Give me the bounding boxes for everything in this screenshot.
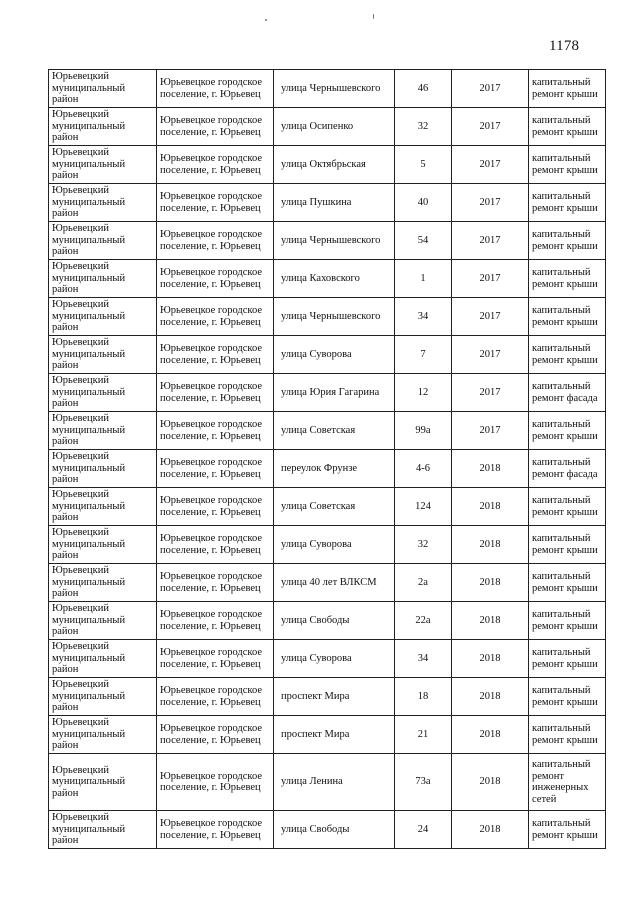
street-cell [274,298,395,336]
house-number-cell: 40 [395,184,452,222]
street-cell [274,716,395,754]
year-cell: 2018 [452,716,529,754]
year-cell: 2018 [452,488,529,526]
house-number-cell: 34 [395,640,452,678]
year-cell: 2017 [452,260,529,298]
street-cell [274,260,395,298]
street-cell [274,602,395,640]
repair-schedule-table [48,69,606,849]
district-cell: Юрьевецкий муниципальный район [49,374,157,412]
scan-speck-right [373,14,374,19]
table-row [49,412,606,450]
page-number: 1178 [549,38,580,54]
district-cell: Юрьевецкий муниципальный район [49,70,157,108]
year-cell: 2018 [452,678,529,716]
work-type-cell: капитальный ремонт фасада [529,374,606,412]
street-text: улица Чернышевского [281,234,381,246]
settlement-cell: Юрьевецкое городское поселение, г. Юрьевец [157,146,274,184]
district-cell: Юрьевецкий муниципальный район [49,260,157,298]
work-type-cell: капитальный ремонт крыши [529,70,606,108]
house-number-cell: 124 [395,488,452,526]
street-text: улица Свободы [281,823,350,835]
table-body [49,70,606,849]
table-row [49,222,606,260]
settlement-cell: Юрьевецкое городское поселение, г. Юрьевец [157,374,274,412]
house-number-cell: 7 [395,336,452,374]
table-row [49,298,606,336]
settlement-cell: Юрьевецкое городское поселение, г. Юрьевец [157,716,274,754]
street-text: улица Суворова [281,652,352,664]
district-cell: Юрьевецкий муниципальный район [49,640,157,678]
table-row [49,146,606,184]
house-number-cell: 5 [395,146,452,184]
street-cell [274,146,395,184]
year-cell: 2017 [452,184,529,222]
street-text: проспект Мира [281,728,350,740]
table-row [49,678,606,716]
year-cell: 2017 [452,222,529,260]
street-cell [274,108,395,146]
settlement-cell: Юрьевецкое городское поселение, г. Юрьевец [157,526,274,564]
year-cell: 2018 [452,602,529,640]
house-number-cell: 2а [395,564,452,602]
street-cell [274,678,395,716]
street-cell [274,374,395,412]
district-cell: Юрьевецкий муниципальный район [49,450,157,488]
work-type-cell: капитальный ремонт крыши [529,260,606,298]
street-text: улица Юрия Гагарина [281,386,380,398]
year-cell: 2017 [452,70,529,108]
street-text: улица Каховского [281,272,360,284]
district-cell: Юрьевецкий муниципальный район [49,412,157,450]
street-text: улица Суворова [281,538,352,550]
street-cell [274,412,395,450]
work-type-cell: капитальный ремонт крыши [529,678,606,716]
settlement-cell: Юрьевецкое городское поселение, г. Юрьевец [157,184,274,222]
year-cell: 2017 [452,146,529,184]
table-row [49,70,606,108]
scan-speck-left [265,19,267,21]
district-cell: Юрьевецкий муниципальный район [49,146,157,184]
work-type-cell: капитальный ремонт инженерных сетей [529,754,606,811]
table-row [49,640,606,678]
street-text: улица Советская [281,424,356,436]
house-number-cell: 54 [395,222,452,260]
work-type-cell: капитальный ремонт крыши [529,564,606,602]
street-text: улица Осипенко [281,120,354,132]
district-cell: Юрьевецкий муниципальный район [49,108,157,146]
settlement-cell: Юрьевецкое городское поселение, г. Юрьевец [157,108,274,146]
year-cell: 2018 [452,526,529,564]
district-cell: Юрьевецкий муниципальный район [49,488,157,526]
district-cell: Юрьевецкий муниципальный район [49,222,157,260]
district-cell: Юрьевецкий муниципальный район [49,811,157,849]
year-cell: 2018 [452,450,529,488]
settlement-cell: Юрьевецкое городское поселение, г. Юрьевец [157,678,274,716]
work-type-cell: капитальный ремонт крыши [529,716,606,754]
work-type-cell: капитальный ремонт крыши [529,108,606,146]
work-type-cell: капитальный ремонт крыши [529,526,606,564]
work-type-cell: капитальный ремонт крыши [529,184,606,222]
district-cell: Юрьевецкий муниципальный район [49,564,157,602]
street-cell [274,754,395,811]
street-text: улица Чернышевского [281,82,381,94]
settlement-cell: Юрьевецкое городское поселение, г. Юрьевец [157,450,274,488]
settlement-cell: Юрьевецкое городское поселение, г. Юрьевец [157,298,274,336]
street-text: улица Советская [281,500,356,512]
street-cell [274,488,395,526]
work-type-cell: капитальный ремонт крыши [529,222,606,260]
district-cell: Юрьевецкий муниципальный район [49,526,157,564]
settlement-cell: Юрьевецкое городское поселение, г. Юрьевец [157,260,274,298]
house-number-cell: 24 [395,811,452,849]
house-number-cell: 21 [395,716,452,754]
street-text: переулок Фрунзе [281,462,358,474]
work-type-cell: капитальный ремонт крыши [529,811,606,849]
district-cell: Юрьевецкий муниципальный район [49,602,157,640]
settlement-cell: Юрьевецкое городское поселение, г. Юрьевец [157,640,274,678]
table-row [49,260,606,298]
work-type-cell: капитальный ремонт фасада [529,450,606,488]
table-row [49,450,606,488]
district-cell: Юрьевецкий муниципальный район [49,678,157,716]
year-cell: 2017 [452,108,529,146]
settlement-cell: Юрьевецкое городское поселение, г. Юрьевец [157,412,274,450]
table-row [49,108,606,146]
street-cell [274,336,395,374]
year-cell: 2017 [452,374,529,412]
table-row [49,336,606,374]
house-number-cell: 32 [395,526,452,564]
table-row [49,184,606,222]
house-number-cell: 12 [395,374,452,412]
street-cell [274,526,395,564]
district-cell: Юрьевецкий муниципальный район [49,184,157,222]
house-number-cell: 46 [395,70,452,108]
year-cell: 2017 [452,298,529,336]
house-number-cell: 99а [395,412,452,450]
table-row [49,374,606,412]
settlement-cell: Юрьевецкое городское поселение, г. Юрьевец [157,602,274,640]
street-cell [274,450,395,488]
work-type-cell: капитальный ремонт крыши [529,336,606,374]
street-text: улица Ленина [281,776,343,788]
street-text: улица Суворова [281,348,352,360]
district-cell: Юрьевецкий муниципальный район [49,754,157,811]
street-cell [274,222,395,260]
district-cell: Юрьевецкий муниципальный район [49,716,157,754]
year-cell: 2018 [452,564,529,602]
house-number-cell: 34 [395,298,452,336]
district-cell: Юрьевецкий муниципальный район [49,298,157,336]
settlement-cell: Юрьевецкое городское поселение, г. Юрьевец [157,754,274,811]
district-cell: Юрьевецкий муниципальный район [49,336,157,374]
house-number-cell: 22а [395,602,452,640]
year-cell: 2018 [452,640,529,678]
street-text: улица Октябрьская [281,158,366,170]
settlement-cell: Юрьевецкое городское поселение, г. Юрьевец [157,564,274,602]
year-cell: 2018 [452,754,529,811]
house-number-cell: 18 [395,678,452,716]
work-type-cell: капитальный ремонт крыши [529,412,606,450]
year-cell: 2018 [452,811,529,849]
table-row [49,526,606,564]
year-cell: 2017 [452,412,529,450]
work-type-cell: капитальный ремонт крыши [529,640,606,678]
settlement-cell: Юрьевецкое городское поселение, г. Юрьевец [157,811,274,849]
work-type-cell: капитальный ремонт крыши [529,298,606,336]
street-text: улица 40 лет ВЛКСМ [281,576,377,588]
street-cell [274,70,395,108]
settlement-cell: Юрьевецкое городское поселение, г. Юрьевец [157,336,274,374]
street-text: улица Пушкина [281,196,352,208]
house-number-cell: 73а [395,754,452,811]
table-row [49,716,606,754]
year-cell: 2017 [452,336,529,374]
table-row [49,602,606,640]
table-row [49,754,606,811]
settlement-cell: Юрьевецкое городское поселение, г. Юрьевец [157,488,274,526]
street-cell [274,811,395,849]
street-text: улица Свободы [281,614,350,626]
work-type-cell: капитальный ремонт крыши [529,488,606,526]
settlement-cell: Юрьевецкое городское поселение, г. Юрьевец [157,70,274,108]
street-cell [274,564,395,602]
table-row [49,811,606,849]
work-type-cell: капитальный ремонт крыши [529,146,606,184]
table-row [49,488,606,526]
street-cell [274,640,395,678]
house-number-cell: 4-6 [395,450,452,488]
street-cell [274,184,395,222]
work-type-cell: капитальный ремонт крыши [529,602,606,640]
settlement-cell: Юрьевецкое городское поселение, г. Юрьевец [157,222,274,260]
house-number-cell: 1 [395,260,452,298]
street-text: проспект Мира [281,690,350,702]
house-number-cell: 32 [395,108,452,146]
street-text: улица Чернышевского [281,310,381,322]
table-row [49,564,606,602]
